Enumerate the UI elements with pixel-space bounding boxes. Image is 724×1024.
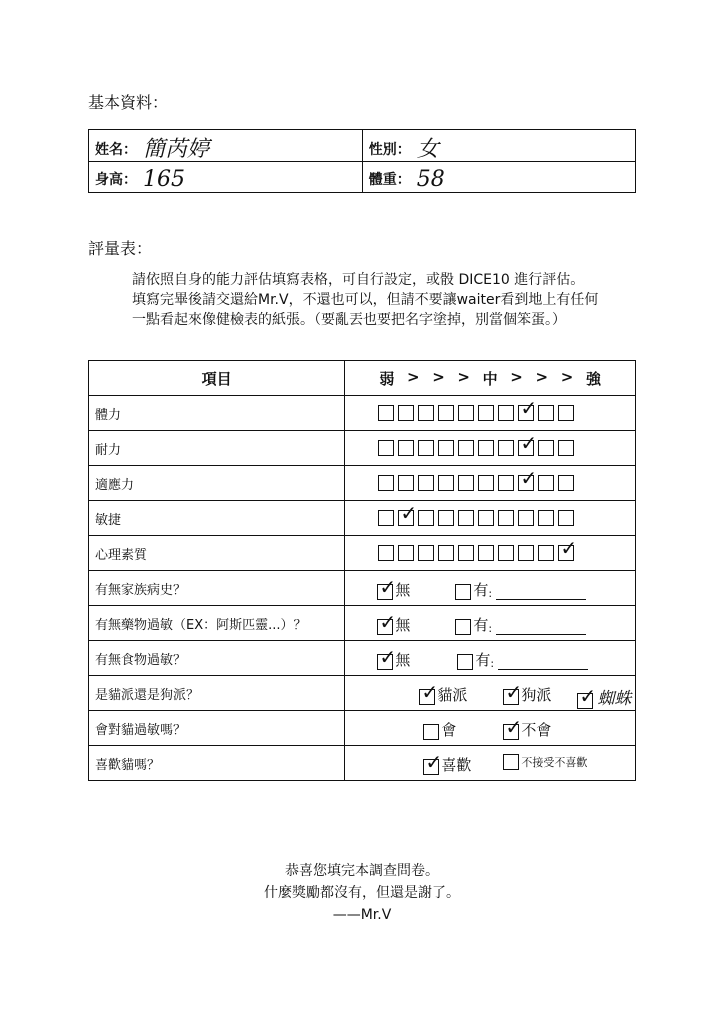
- rating-checkbox[interactable]: [558, 536, 578, 561]
- footer-signature: ——Mr.V: [332, 907, 392, 923]
- rating-row-label: 體力: [89, 396, 345, 431]
- rating-checkbox[interactable]: [398, 545, 414, 561]
- checkbox[interactable]: ✓: [425, 750, 443, 774]
- checkbox[interactable]: [503, 754, 519, 770]
- footer-line: 恭喜您填完本調查問卷。: [285, 863, 439, 879]
- rating-checkbox[interactable]: [418, 405, 434, 421]
- scale-mark: >: [457, 367, 470, 386]
- rating-checkbox[interactable]: [418, 475, 434, 491]
- rating-checkbox[interactable]: [558, 475, 574, 491]
- spider-option-handwritten[interactable]: ✓ 蜘蛛: [579, 684, 632, 709]
- instructions: [132, 270, 598, 330]
- scale-mark: >: [510, 367, 523, 386]
- footer-line: 什麼獎勵都沒有，但還是謝了。: [264, 885, 460, 901]
- rating-checkbox[interactable]: [398, 405, 414, 421]
- rating-checkbox[interactable]: [498, 510, 514, 526]
- checkbox[interactable]: [455, 619, 471, 635]
- basic-info-table: [88, 129, 636, 193]
- rating-checkbox[interactable]: [518, 545, 534, 561]
- rating-checkbox[interactable]: [538, 475, 554, 491]
- checkbox[interactable]: [455, 584, 471, 600]
- drug-allergy-label: 有無藥物過敏（EX：阿斯匹靈...）？: [89, 606, 345, 641]
- rating-checkbox[interactable]: [418, 545, 434, 561]
- footer: [0, 860, 724, 926]
- scale-mark: 中: [482, 369, 498, 388]
- rating-checkbox[interactable]: [458, 440, 474, 456]
- rating-checkbox[interactable]: [498, 440, 514, 456]
- food-allergy-yes[interactable]: 有 :: [457, 649, 588, 670]
- like-cats-label: 喜歡貓嗎？: [89, 746, 345, 781]
- rating-checkbox[interactable]: [558, 510, 574, 526]
- checkbox[interactable]: ✓: [379, 610, 397, 634]
- rating-checkbox[interactable]: [458, 545, 474, 561]
- scale-mark: 弱: [379, 369, 395, 388]
- check-mark: ✓: [520, 396, 538, 420]
- rating-checkbox[interactable]: [498, 475, 514, 491]
- rating-scale: [345, 396, 636, 431]
- cat-allergy-yes[interactable]: 會: [423, 719, 456, 740]
- cat-allergy-options: [345, 711, 636, 746]
- rating-scale: [345, 466, 636, 501]
- rating-checkbox[interactable]: [518, 466, 538, 491]
- dog-person-option[interactable]: ✓ 狗派: [505, 680, 552, 704]
- check-mark: ✓: [400, 501, 418, 525]
- basic-info-title: 基本資料：: [88, 93, 169, 112]
- checkbox[interactable]: ✓: [379, 645, 397, 669]
- blank-line[interactable]: [498, 655, 588, 670]
- rating-checkbox[interactable]: [378, 475, 394, 491]
- rating-checkbox[interactable]: [398, 501, 418, 526]
- like-cats-options: [345, 746, 636, 781]
- weight-handwritten: 58: [416, 166, 445, 192]
- rating-checkbox[interactable]: [398, 475, 414, 491]
- like-cats-no[interactable]: 不接受不喜歡: [503, 754, 587, 770]
- family-history-no[interactable]: ✓ 無: [379, 575, 411, 599]
- gender-cell: [362, 130, 635, 162]
- drug-allergy-yes[interactable]: 有 :: [455, 614, 586, 635]
- rating-row-label: 心理素質: [89, 536, 345, 571]
- rating-scale: [345, 431, 636, 466]
- food-allergy-label: 有無食物過敏？: [89, 641, 345, 676]
- cat-person-option[interactable]: ✓ 貓派: [421, 680, 468, 704]
- name-handwritten: 簡芮婷: [143, 137, 210, 162]
- scale-mark: 強: [585, 369, 601, 388]
- rating-checkbox[interactable]: [418, 440, 434, 456]
- drug-allergy-no[interactable]: ✓ 無: [379, 610, 411, 634]
- instruction-line: 一點看起來像健檢表的紙張。（要亂丟也要把名字塗掉，別當個笨蛋。）: [132, 312, 566, 328]
- family-history-yes[interactable]: 有 :: [455, 579, 586, 600]
- rating-row-label: 適應力: [89, 466, 345, 501]
- rating-checkbox[interactable]: [438, 405, 454, 421]
- scale-mark: >: [432, 367, 445, 386]
- rating-checkbox[interactable]: [558, 440, 574, 456]
- scale-header: [345, 361, 636, 396]
- check-mark: ✓: [560, 536, 578, 560]
- weight-cell: [362, 162, 635, 193]
- rating-checkbox[interactable]: [458, 475, 474, 491]
- rating-checkbox[interactable]: [378, 405, 394, 421]
- rating-row-label: 耐力: [89, 431, 345, 466]
- blank-line[interactable]: [496, 585, 586, 600]
- height-cell: [89, 162, 363, 193]
- check-mark: ✓: [520, 466, 538, 490]
- rating-checkbox[interactable]: [438, 440, 454, 456]
- cat-dog-options: [345, 676, 636, 711]
- rating-checkbox[interactable]: [518, 510, 534, 526]
- checkbox[interactable]: ✓: [505, 680, 523, 704]
- name-cell: [89, 130, 363, 162]
- rating-checkbox[interactable]: [438, 475, 454, 491]
- checkbox[interactable]: [457, 654, 473, 670]
- height-handwritten: 165: [143, 166, 185, 192]
- instruction-line: 填寫完畢後請交還給Mr.V，不還也可以，但請不要讓waiter看到地上有任何: [132, 292, 599, 308]
- instruction-line: 請依照自身的能力評估填寫表格，可自行設定，或骰 DICE10 進行評估。: [132, 272, 585, 288]
- checkbox[interactable]: ✓: [579, 684, 597, 708]
- rating-checkbox[interactable]: [458, 405, 474, 421]
- height-label: 身高：: [95, 171, 137, 188]
- rating-checkbox[interactable]: [478, 405, 494, 421]
- rating-checkbox[interactable]: [518, 431, 538, 456]
- blank-line[interactable]: [496, 620, 586, 635]
- drug-allergy-options: [345, 606, 636, 641]
- family-history-label: 有無家族病史？: [89, 571, 345, 606]
- rating-checkbox[interactable]: [458, 510, 474, 526]
- rating-row-label: 敏捷: [89, 501, 345, 536]
- evaluation-table: [88, 360, 636, 781]
- scale-mark: >: [535, 367, 549, 386]
- food-allergy-no[interactable]: ✓ 無: [379, 645, 411, 669]
- gender-label: 性別：: [368, 142, 411, 158]
- rating-checkbox[interactable]: [418, 510, 434, 526]
- rating-checkbox[interactable]: [478, 510, 494, 526]
- scale-mark: >: [406, 367, 420, 386]
- rating-checkbox[interactable]: [378, 440, 394, 456]
- rating-checkbox[interactable]: [538, 510, 554, 526]
- rating-checkbox[interactable]: [378, 510, 394, 526]
- check-mark: ✓: [520, 431, 538, 455]
- item-column-header: 項目: [89, 361, 345, 396]
- rating-checkbox[interactable]: [518, 396, 538, 421]
- rating-scale: [345, 536, 636, 571]
- name-label: 姓名：: [95, 142, 137, 158]
- rating-checkbox[interactable]: [538, 405, 554, 421]
- rating-checkbox[interactable]: [538, 440, 554, 456]
- rating-checkbox[interactable]: [438, 510, 454, 526]
- scale-mark: >: [560, 367, 574, 386]
- rating-checkbox[interactable]: [538, 545, 554, 561]
- checkbox[interactable]: ✓: [505, 715, 523, 739]
- checkbox[interactable]: [423, 724, 439, 740]
- rating-checkbox[interactable]: [398, 440, 414, 456]
- rating-checkbox[interactable]: [478, 545, 494, 561]
- checkbox[interactable]: ✓: [379, 575, 397, 599]
- cat-allergy-label: 會對貓過敏嗎？: [89, 711, 345, 746]
- rating-checkbox[interactable]: [478, 475, 494, 491]
- weight-label: 體重：: [368, 171, 411, 188]
- checkbox[interactable]: ✓: [421, 680, 439, 704]
- like-cats-yes[interactable]: ✓ 喜歡: [425, 750, 472, 774]
- rating-checkbox[interactable]: [378, 545, 394, 561]
- rating-checkbox[interactable]: [438, 545, 454, 561]
- evaluation-title: 評量表：: [88, 239, 153, 258]
- family-history-options: [345, 571, 636, 606]
- rating-checkbox[interactable]: [498, 405, 514, 421]
- cat-dog-label: 是貓派還是狗派？: [89, 676, 345, 711]
- cat-allergy-no[interactable]: ✓ 不會: [505, 715, 552, 739]
- rating-checkbox[interactable]: [498, 545, 514, 561]
- rating-checkbox[interactable]: [558, 405, 574, 421]
- rating-checkbox[interactable]: [478, 440, 494, 456]
- food-allergy-options: [345, 641, 636, 676]
- gender-handwritten: 女: [416, 137, 439, 162]
- rating-scale: [345, 501, 636, 536]
